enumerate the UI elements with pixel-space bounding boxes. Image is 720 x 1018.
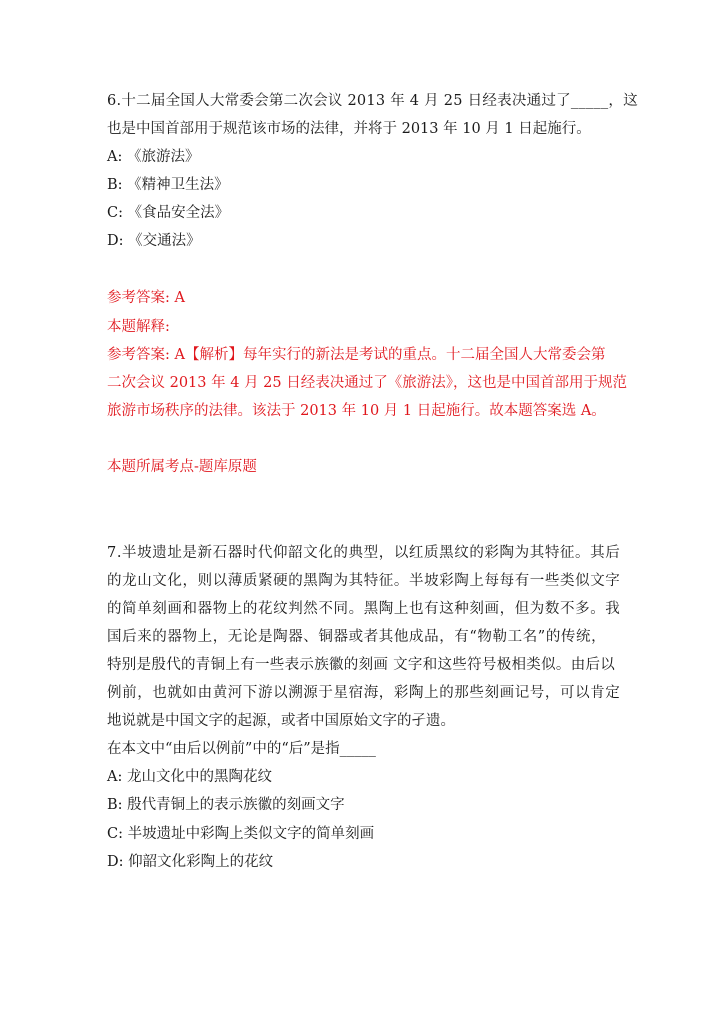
q7-stem-line-2: 的龙山文化，则以薄质紧硬的黑陶为其特征。半坡彩陶上每每有一些类似文字 [107,573,621,589]
q6-option-a: A: 《旅游法》 [107,149,200,165]
q7-stem-line-1: 7.半坡遗址是新石器时代仰韶文化的典型，以红质黑纹的彩陶为其特征。其后 [107,545,621,561]
q7-stem-line-5: 特别是殷代的青铜上有一些表示族徽的刻画 文字和这些符号极相类似。由后以 [107,657,616,673]
q6-stem-line-1: 6.十二届全国人大常委会第二次会议 2013 年 4 月 25 日经表决通过了_____，这 [107,93,638,109]
q6-option-b: B: 《精神卫生法》 [107,177,229,193]
q6-explanation-line-3: 旅游市场秩序的法律。该法于 2013 年 10 月 1 日起施行。故本题答案选 A。 [107,403,606,419]
q6-explain-label: 本题解释: [107,319,170,335]
q7-stem-line-3: 的简单刻画和器物上的花纹判然不同。黑陶上也有这种刻画，但为数不多。我 [107,601,621,617]
q7-stem-line-7: 地说就是中国文字的起源，或者中国原始文字的孑遗。 [107,713,455,729]
q6-option-d: D: 《交通法》 [107,233,201,249]
q6-stem-line-2: 也是中国首部用于规范该市场的法律，并将于 2013 年 10 月 1 日起施行。 [107,121,591,137]
q7-stem-line-6: 例前，也就如由黄河下游以溯源于星宿海，彩陶上的那些刻画记号，可以肯定 [107,685,621,701]
q7-stem-line-4: 国后来的器物上，无论是陶器、铜器或者其他成品，有“物勒工名”的传统， [107,629,607,645]
q6-answer: 参考答案: A [107,290,185,306]
q7-option-b: B: 殷代青铜上的表示族徽的刻画文字 [107,797,345,813]
q6-explanation-line-2: 二次会议 2013 年 4 月 25 日经表决通过了《旅游法》，这也是中国首部用于规范 [107,375,627,391]
q7-option-c: C: 半坡遗址中彩陶上类似文字的简单刻画 [107,826,375,842]
q7-option-a: A: 龙山文化中的黑陶花纹 [107,769,272,785]
q7-option-d: D: 仰韶文化彩陶上的花纹 [107,854,274,870]
q6-option-c: C: 《食品安全法》 [107,205,230,221]
q6-explanation-line-1: 参考答案: A【解析】每年实行的新法是考试的重点。十二届全国人大常委会第 [107,347,606,363]
q7-question: 在本文中“由后以例前”中的“后”是指_____ [107,741,376,757]
q6-category: 本题所属考点-题库原题 [107,459,257,475]
